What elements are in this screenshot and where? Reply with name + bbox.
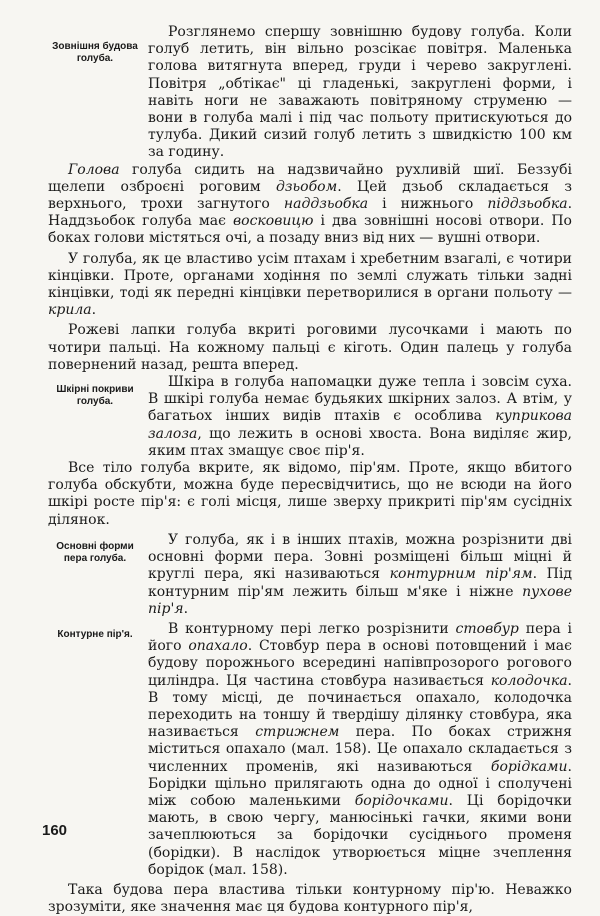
term-contour-feathers: контурним пір'ям [389,566,533,583]
term-cere: восковицю [233,213,314,230]
term-upper-beak: наддзьобка [283,196,369,213]
term-beak: дзьобом [276,178,338,195]
paragraph-5: Шкіра в голуба напомацки дуже тепла і зовсім суха. В шкірі голуба немає будьяких шкірних залоз. А втім, у багатьох інших видів птахів є особлива куприкова залоза, що лежить в основі хвоста. Вона виділяє жир, яким птах змащує своє пір'я. [148,374,572,459]
paragraph-3: У голуба, як це властиво усім птахам і хребетним взагалі, є чотири кінцівки. Проте, органами ходіння по землі служать тільки задні кінцівки, тоді як передні кінцівки перетворилися в органи польоту — крила. [48,250,572,319]
paragraph-2: Голова голуба сидить на надзвичайно рухливій шиї. Беззубі щелепи озброєні роговим дзьобом. Цей дзьоб складається з верхнього, трохи загнутого наддзьобка і нижнього піддзьобка. Наддзьобок голуба має восковицю і два зовнішні носові отвори. По боках голови містяться очі, а позаду вниз від них — вушні отвори. [48,161,573,247]
term-shaft: стовбур [455,620,519,637]
paragraph-9: Така будова пера властива тільки контурному пір'ю. Неважко зрозуміти, яке значення має ця будова контурного пір'я, [48,881,572,916]
term-down-feathers: пухове пір'я [148,583,572,617]
section-external [48,24,572,162]
section-skin [48,374,572,460]
paragraph-4: Рожеві лапки голуба вкриті роговими лусочками і мають по чотири пальці. На кожному пальці є кіготь. Один палець у голуба повернений назад, решта вперед. [48,322,572,373]
term-rachis: стрижнем [255,724,340,741]
page-number: 160 [42,822,68,839]
term-preen-gland: куприкова залоза [148,408,572,442]
term-calamus: колодочка [490,672,568,689]
margin-note-external: Зовнішня будова голуба. [52,41,138,64]
paragraph-8: В контурному пері легко розрізнити стовбур пера і його опахало. Стовбур пера в основі потовщений і має будову порожнього всередині напівпрозорого рогового циліндра. Ця частина стовбура називається колодочка. В тому місці, де починається опахало, колодочка переходить на тоншу й твердішу ділянку стовбура, яка називається стрижнем пера. По боках стрижня міститься опахало (мал. 158). Це опахало складається з численних променів, які називаються борідками. Борідки щільно прилягають одна до одної і сполучені між собою маленькими борідочками. Ці борідочки мають, в свою чергу, манюсінькі гачки, якими вони зачеплюються за борідочки сусіднього променя (борідки). В наслідок утворюється міцне зчеплення борідок (мал. 158). [148,620,573,878]
paragraph-6: Все тіло голуба вкрите, як відомо, пір'ям. Проте, якщо вбитого голуба обскубти, можна буде пересвідчитись, що не всюди на його шкірі росте пір'я: є голі місця, лише зверху прикриті пір'ям сусідніх ділянок. [48,460,572,528]
section-feather-forms [48,532,572,618]
paragraph-1: Розглянемо спершу зовнішню будову голуба. Коли голуб летить, він вільно розсікає повітря. Маленька голова витягнута вперед, груди і черево закруглені. Повітря „обтікає" ці гладенькі, закруглені форми, і навіть ноги не заважають повітряному струменю — вони в голуба малі і під час польоту притискуються до тулуба. Дикий сизий голуб летить з швидкістю 100 км за годину. [148,24,572,161]
margin-note-skin: Шкірні покриви голуба. [56,384,134,408]
term-barbules: борідочками [354,792,449,809]
term-wings: крила [48,302,92,319]
term-head: Голова [68,161,120,178]
paragraph-7: У голуба, як і в інших птахів, можна розрізнити дві основні форми пера. Зовні розміщені більш міцні й круглі пера, які називаються контурним пір'ям. Під контурним пір'ям лежить більш м'яке і ніжне пухове пір'я. [148,531,572,617]
margin-note-feather-forms: Основні форми пера голуба. [56,540,134,564]
term-barbs: борідками [490,758,568,775]
term-lower-beak: піддзьобка [487,196,568,213]
margin-note-contour: Контурне пір'я. [57,628,133,640]
section-contour [48,621,572,879]
term-vane: опахало [188,638,248,655]
